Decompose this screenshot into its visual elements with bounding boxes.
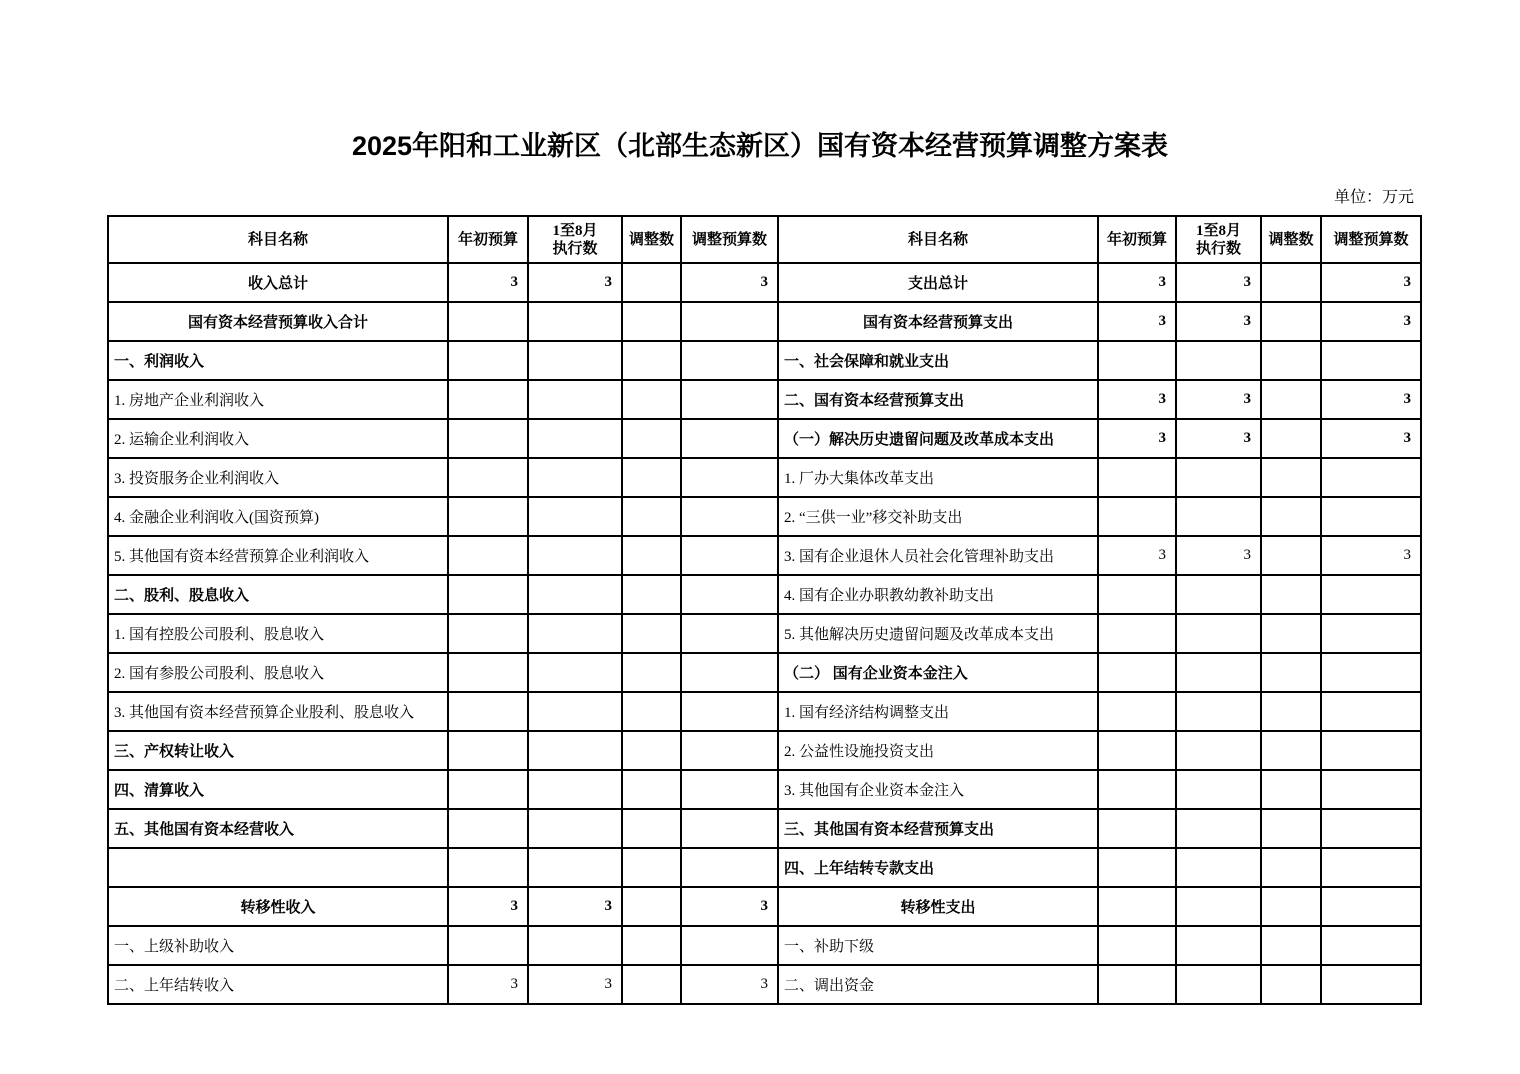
value-cell [1176,614,1261,653]
subject-cell: 4. 金融企业利润收入(国资预算) [108,497,448,536]
value-cell [681,458,778,497]
value-cell [1261,536,1321,575]
table-row [108,458,1421,497]
subject-cell: 1. 房地产企业利润收入 [108,380,448,419]
value-cell [1098,809,1176,848]
value-cell: 3 [528,887,622,926]
value-cell [1261,653,1321,692]
value-cell [681,419,778,458]
col-header-initial-budget-left: 年初预算 [448,216,528,263]
value-cell: 3 [448,887,528,926]
value-cell [1098,341,1176,380]
value-cell [1261,614,1321,653]
value-cell [448,575,528,614]
value-cell [1321,614,1421,653]
subject-cell: 5. 其他国有资本经营预算企业利润收入 [108,536,448,575]
value-cell [528,653,622,692]
table-row [108,614,1421,653]
value-cell [622,302,681,341]
value-cell [448,614,528,653]
subject-cell: 国有资本经营预算收入合计 [108,302,448,341]
value-cell [448,770,528,809]
subject-cell: 2. 国有参股公司股利、股息收入 [108,653,448,692]
subject-cell: 一、上级补助收入 [108,926,448,965]
value-cell [528,848,622,887]
value-cell: 3 [1176,302,1261,341]
subject-cell: 二、国有资本经营预算支出 [778,380,1098,419]
subject-cell: 一、社会保障和就业支出 [778,341,1098,380]
subject-cell: 2. 公益性设施投资支出 [778,731,1098,770]
value-cell [681,653,778,692]
value-cell: 3 [681,887,778,926]
value-cell [1098,731,1176,770]
value-cell [1321,497,1421,536]
subject-cell: 四、清算收入 [108,770,448,809]
table-row [108,575,1421,614]
subject-cell [108,848,448,887]
value-cell [622,380,681,419]
value-cell [622,341,681,380]
value-cell [622,965,681,1004]
value-cell [448,809,528,848]
value-cell: 3 [1321,302,1421,341]
value-cell: 3 [1098,419,1176,458]
col-header-exec-line1: 1至8月 [552,222,598,239]
col-header-exec-right [1176,216,1261,263]
value-cell [681,770,778,809]
table-row [108,887,1421,926]
value-cell: 3 [1321,419,1421,458]
value-cell [1098,458,1176,497]
value-cell: 3 [1321,380,1421,419]
value-cell [1098,575,1176,614]
col-header-subject-right: 科目名称 [778,216,1098,263]
value-cell: 3 [1098,380,1176,419]
value-cell [622,614,681,653]
value-cell [448,692,528,731]
value-cell [1098,692,1176,731]
subject-cell: 1. 厂办大集体改革支出 [778,458,1098,497]
value-cell [1261,341,1321,380]
value-cell [1176,809,1261,848]
value-cell [622,770,681,809]
subject-cell: 3. 投资服务企业利润收入 [108,458,448,497]
table-row [108,848,1421,887]
value-cell [528,302,622,341]
value-cell [1261,770,1321,809]
value-cell: 3 [1321,263,1421,302]
value-cell [1176,575,1261,614]
value-cell [1176,341,1261,380]
value-cell [681,575,778,614]
value-cell [1261,458,1321,497]
value-cell [1176,887,1261,926]
value-cell [681,926,778,965]
value-cell: 3 [1098,536,1176,575]
table-row [108,926,1421,965]
value-cell [622,809,681,848]
value-cell [681,809,778,848]
value-cell [622,458,681,497]
value-cell: 3 [528,263,622,302]
value-cell: 3 [448,965,528,1004]
value-cell [1261,302,1321,341]
value-cell: 3 [681,263,778,302]
subject-cell: （二） 国有企业资本金注入 [778,653,1098,692]
value-cell: 3 [1098,302,1176,341]
value-cell [528,419,622,458]
value-cell [528,497,622,536]
value-cell [1321,809,1421,848]
table-row [108,692,1421,731]
value-cell [1321,692,1421,731]
value-cell [528,770,622,809]
table-row [108,965,1421,1004]
table-row [108,341,1421,380]
col-header-exec-left [528,216,622,263]
value-cell [448,848,528,887]
value-cell [1261,887,1321,926]
value-cell [681,380,778,419]
table-row [108,302,1421,341]
table-row [108,263,1421,302]
value-cell [1098,965,1176,1004]
value-cell [1098,887,1176,926]
value-cell [448,497,528,536]
subject-cell: 1. 国有经济结构调整支出 [778,692,1098,731]
value-cell [528,341,622,380]
value-cell [448,419,528,458]
col-header-adjusted-budget-right: 调整预算数 [1321,216,1421,263]
value-cell [681,731,778,770]
value-cell: 3 [448,263,528,302]
value-cell: 3 [1321,536,1421,575]
table-row [108,380,1421,419]
subject-cell: 四、上年结转专款支出 [778,848,1098,887]
value-cell [1176,770,1261,809]
value-cell [1261,380,1321,419]
subject-cell: 1. 国有控股公司股利、股息收入 [108,614,448,653]
value-cell [1176,653,1261,692]
subject-cell: 支出总计 [778,263,1098,302]
value-cell [528,536,622,575]
value-cell [622,653,681,692]
table-row [108,731,1421,770]
value-cell [1261,575,1321,614]
subject-cell: 国有资本经营预算支出 [778,302,1098,341]
value-cell [528,458,622,497]
col-header-exec-line2: 执行数 [552,240,598,257]
subject-cell: （一）解决历史遗留问题及改革成本支出 [778,419,1098,458]
value-cell [1098,653,1176,692]
value-cell [448,731,528,770]
value-cell [1321,965,1421,1004]
subject-cell: 一、补助下级 [778,926,1098,965]
value-cell: 3 [1176,380,1261,419]
value-cell [681,692,778,731]
value-cell: 3 [681,965,778,1004]
value-cell [622,731,681,770]
col-header-adjust-left: 调整数 [622,216,681,263]
value-cell [681,848,778,887]
subject-cell: 一、利润收入 [108,341,448,380]
value-cell [1321,770,1421,809]
value-cell [1176,965,1261,1004]
value-cell [1261,848,1321,887]
value-cell [1321,887,1421,926]
value-cell [528,692,622,731]
value-cell [622,848,681,887]
value-cell [1098,614,1176,653]
col-header-exec-line2: 执行数 [1195,240,1241,257]
subject-cell: 4. 国有企业办职教幼教补助支出 [778,575,1098,614]
table-row [108,419,1421,458]
value-cell [448,341,528,380]
header-row [108,216,1421,263]
col-header-subject-left: 科目名称 [108,216,448,263]
value-cell [448,653,528,692]
subject-cell: 3. 其他国有企业资本金注入 [778,770,1098,809]
subject-cell: 2. “三供一业”移交补助支出 [778,497,1098,536]
value-cell [528,926,622,965]
value-cell [622,575,681,614]
value-cell [1098,770,1176,809]
value-cell: 3 [528,965,622,1004]
col-header-exec-line1: 1至8月 [1195,222,1241,239]
value-cell [448,536,528,575]
subject-cell: 3. 国有企业退休人员社会化管理补助支出 [778,536,1098,575]
value-cell [681,536,778,575]
unit-label: 单位：万元 [1333,189,1414,206]
value-cell [1176,692,1261,731]
value-cell [622,536,681,575]
value-cell [1321,575,1421,614]
subject-cell: 转移性支出 [778,887,1098,926]
subject-cell: 收入总计 [108,263,448,302]
value-cell [1261,809,1321,848]
value-cell [1098,848,1176,887]
value-cell [1261,692,1321,731]
subject-cell: 三、其他国有资本经营预算支出 [778,809,1098,848]
subject-cell: 五、其他国有资本经营收入 [108,809,448,848]
value-cell [1261,263,1321,302]
value-cell [1321,341,1421,380]
value-cell [1321,458,1421,497]
value-cell [448,380,528,419]
value-cell [681,302,778,341]
value-cell [681,614,778,653]
value-cell [681,341,778,380]
value-cell [528,575,622,614]
value-cell [1321,653,1421,692]
value-cell [528,809,622,848]
value-cell [528,380,622,419]
value-cell [1321,731,1421,770]
value-cell [622,692,681,731]
value-cell [448,926,528,965]
value-cell [1261,926,1321,965]
subject-cell: 3. 其他国有资本经营预算企业股利、股息收入 [108,692,448,731]
value-cell: 3 [1176,263,1261,302]
value-cell: 3 [1176,419,1261,458]
subject-cell: 5. 其他解决历史遗留问题及改革成本支出 [778,614,1098,653]
subject-cell: 二、调出资金 [778,965,1098,1004]
table-row [108,497,1421,536]
value-cell [622,887,681,926]
subject-cell: 二、上年结转收入 [108,965,448,1004]
table-row [108,809,1421,848]
value-cell [1176,926,1261,965]
table-row [108,770,1421,809]
subject-cell: 转移性收入 [108,887,448,926]
value-cell [1261,731,1321,770]
value-cell [681,497,778,536]
value-cell [1176,731,1261,770]
value-cell [1098,497,1176,536]
subject-cell: 三、产权转让收入 [108,731,448,770]
value-cell: 3 [1176,536,1261,575]
col-header-adjusted-budget-left: 调整预算数 [681,216,778,263]
value-cell [1176,848,1261,887]
value-cell [1098,926,1176,965]
value-cell: 3 [1098,263,1176,302]
page-title: 2025年阳和工业新区（北部生态新区）国有资本经营预算调整方案表 [351,131,1169,161]
value-cell [528,614,622,653]
value-cell [1176,458,1261,497]
value-cell [1321,926,1421,965]
value-cell [1261,965,1321,1004]
value-cell [448,458,528,497]
value-cell [622,497,681,536]
value-cell [1176,497,1261,536]
value-cell [1261,419,1321,458]
value-cell [448,302,528,341]
budget-table [107,215,1422,1005]
value-cell [622,263,681,302]
table-row [108,536,1421,575]
col-header-initial-budget-right: 年初预算 [1098,216,1176,263]
value-cell [1261,497,1321,536]
value-cell [622,926,681,965]
subject-cell: 2. 运输企业利润收入 [108,419,448,458]
value-cell [1321,848,1421,887]
col-header-adjust-right: 调整数 [1261,216,1321,263]
subject-cell: 二、股利、股息收入 [108,575,448,614]
value-cell [622,419,681,458]
table-row [108,653,1421,692]
value-cell [528,731,622,770]
